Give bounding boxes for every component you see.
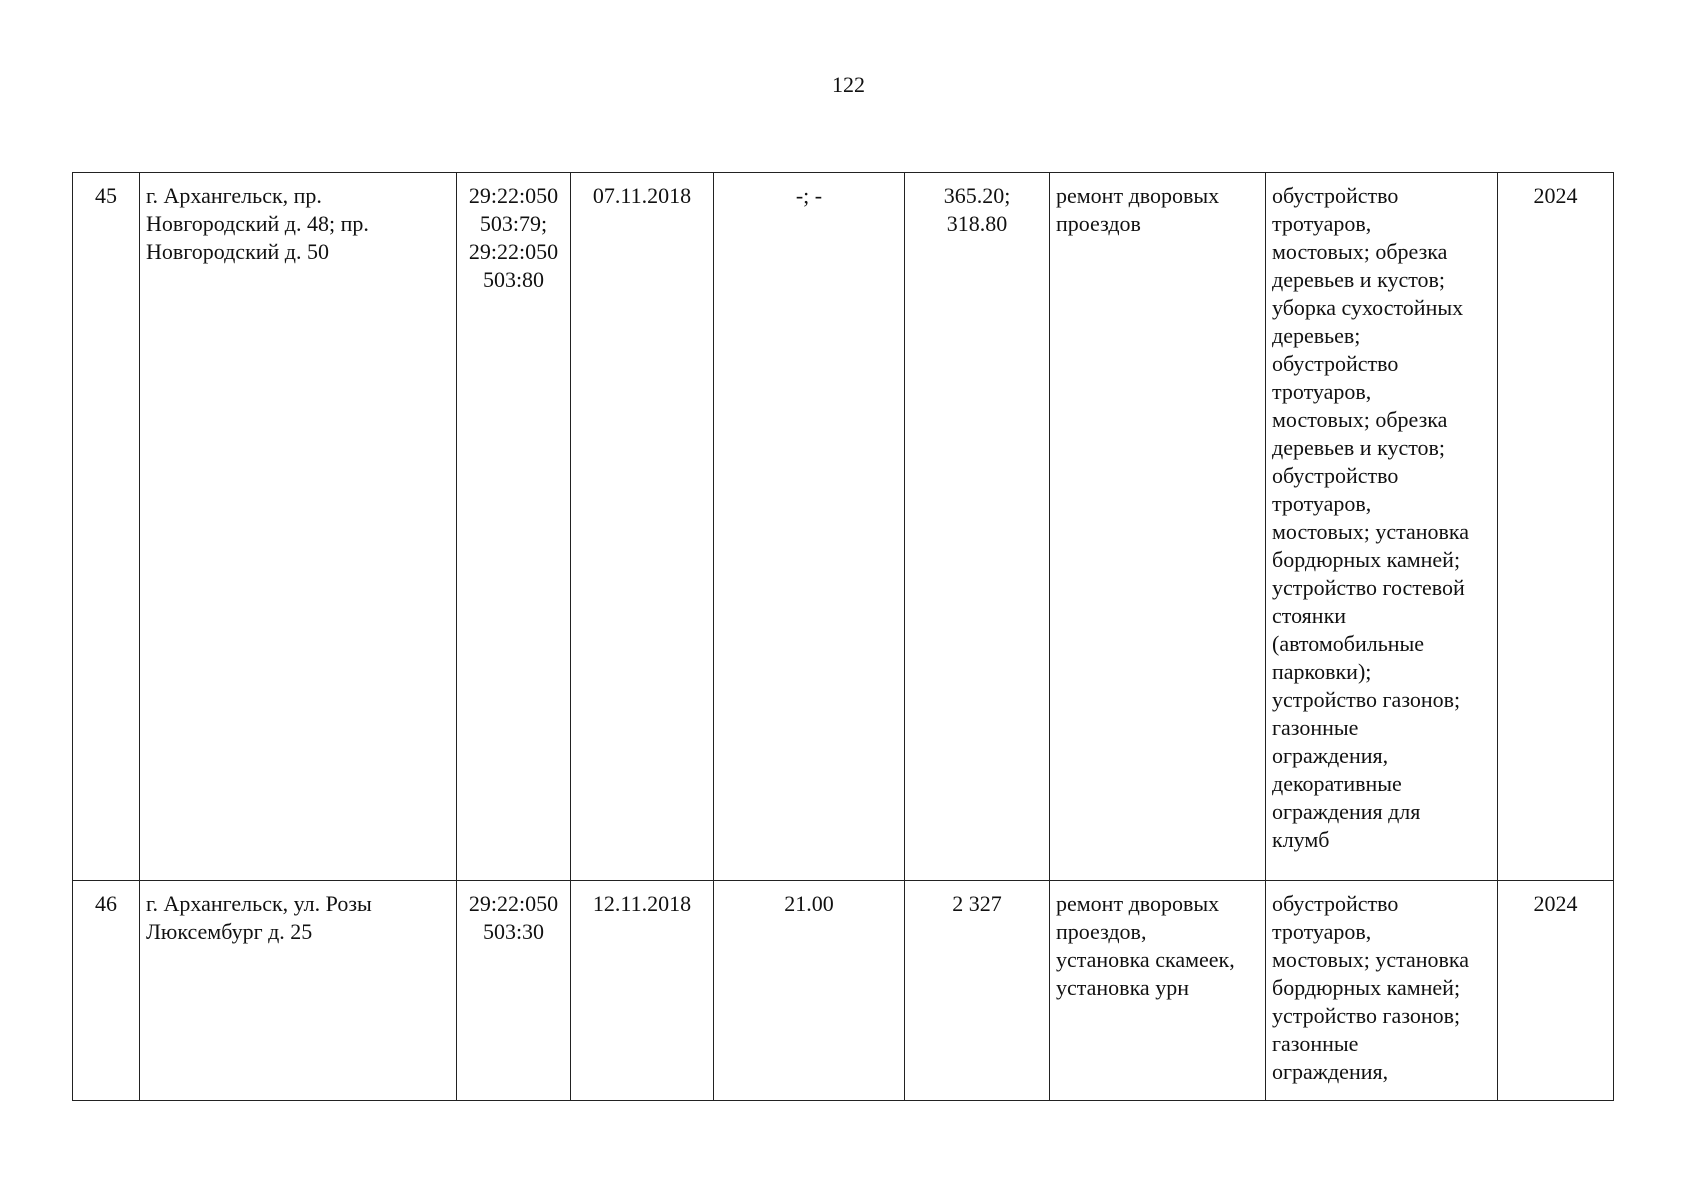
table-row bbox=[73, 173, 1614, 881]
cadastral-line: 503:80 bbox=[482, 267, 545, 292]
works-extra-line: мостовых; обрезка bbox=[1272, 407, 1448, 432]
works-extra-line: газонные bbox=[1272, 715, 1359, 740]
value-a: 21.00 bbox=[784, 891, 834, 916]
address-line: Новгородский д. 48; пр. bbox=[146, 211, 369, 236]
works-min-line: ремонт дворовых bbox=[1056, 891, 1220, 916]
works-min-cell bbox=[1050, 173, 1266, 881]
works-extra-line: тротуаров, bbox=[1272, 491, 1372, 516]
date-cell bbox=[571, 173, 714, 881]
works-extra-line: клумб bbox=[1272, 827, 1330, 852]
works-extra-line: тротуаров, bbox=[1272, 211, 1372, 236]
works-extra-line: обустройство bbox=[1272, 351, 1399, 376]
works-min-line: ремонт дворовых bbox=[1056, 183, 1220, 208]
year-cell bbox=[1498, 881, 1614, 1101]
cadastral-line: 29:22:050 bbox=[468, 239, 559, 264]
value-a: -; - bbox=[795, 183, 823, 208]
year-value: 2024 bbox=[1533, 891, 1578, 916]
year-value: 2024 bbox=[1533, 183, 1578, 208]
address-line: г. Архангельск, ул. Розы bbox=[146, 891, 372, 916]
cadastral-cell bbox=[457, 173, 571, 881]
address-line: г. Архангельск, пр. bbox=[146, 183, 322, 208]
works-extra-line: мостовых; обрезка bbox=[1272, 239, 1448, 264]
row-number: 46 bbox=[95, 891, 117, 916]
works-min-line: установка урн bbox=[1056, 975, 1189, 1000]
works-extra-line: мостовых; установка bbox=[1272, 519, 1470, 544]
cadastral-line: 503:79; bbox=[479, 211, 548, 236]
date-value: 12.11.2018 bbox=[592, 891, 692, 916]
address-cell bbox=[140, 173, 457, 881]
value-b-line: 318.80 bbox=[946, 211, 1008, 236]
works-extra-line: деревьев и кустов; bbox=[1272, 435, 1446, 460]
works-extra-line: устройство гостевой bbox=[1272, 575, 1465, 600]
works-extra-cell bbox=[1266, 881, 1498, 1101]
works-extra-line: ограждения, bbox=[1272, 1059, 1389, 1084]
value-a-cell bbox=[714, 881, 905, 1101]
works-extra-line: устройство газонов; bbox=[1272, 1003, 1461, 1028]
works-extra-line: ограждения для bbox=[1272, 799, 1421, 824]
address-line: Люксембург д. 25 bbox=[146, 919, 313, 944]
row-number: 45 bbox=[95, 183, 117, 208]
address-line: Новгородский д. 50 bbox=[146, 239, 330, 264]
value-b-cell bbox=[905, 173, 1050, 881]
works-extra-line: (автомобильные bbox=[1272, 631, 1425, 656]
works-extra-line: обустройство bbox=[1272, 183, 1399, 208]
works-extra-line: стоянки bbox=[1272, 603, 1347, 628]
value-a-cell bbox=[714, 173, 905, 881]
value-b-line: 365.20; bbox=[943, 183, 1011, 208]
cadastral-line: 29:22:050 bbox=[468, 183, 559, 208]
works-extra-line: мостовых; установка bbox=[1272, 947, 1470, 972]
works-extra-line: тротуаров, bbox=[1272, 919, 1372, 944]
works-extra-line: газонные bbox=[1272, 1031, 1359, 1056]
works-extra-line: уборка сухостойных bbox=[1272, 295, 1464, 320]
works-min-line: проездов bbox=[1056, 211, 1141, 236]
cadastral-cell bbox=[457, 881, 571, 1101]
value-b-line: 2 327 bbox=[952, 891, 1002, 916]
works-extra-line: устройство газонов; bbox=[1272, 687, 1461, 712]
works-extra-line: обустройство bbox=[1272, 463, 1399, 488]
registry-table bbox=[72, 172, 1614, 1101]
page-number: 122 bbox=[832, 72, 865, 97]
works-extra-line: бордюрных камней; bbox=[1272, 547, 1461, 572]
table-row bbox=[73, 881, 1614, 1101]
works-extra-line: ограждения, bbox=[1272, 743, 1389, 768]
row-number-cell bbox=[73, 881, 140, 1101]
cadastral-line: 503:30 bbox=[482, 919, 545, 944]
works-min-cell bbox=[1050, 881, 1266, 1101]
works-extra-line: бордюрных камней; bbox=[1272, 975, 1461, 1000]
works-extra-line: деревьев и кустов; bbox=[1272, 267, 1446, 292]
works-min-line: установка скамеек, bbox=[1056, 947, 1235, 972]
works-extra-line: парковки); bbox=[1272, 659, 1372, 684]
date-cell bbox=[571, 881, 714, 1101]
cadastral-line: 29:22:050 bbox=[468, 891, 559, 916]
works-extra-line: деревьев; bbox=[1272, 323, 1361, 348]
works-min-line: проездов, bbox=[1056, 919, 1147, 944]
year-cell bbox=[1498, 173, 1614, 881]
works-extra-line: обустройство bbox=[1272, 891, 1399, 916]
value-b-cell bbox=[905, 881, 1050, 1101]
address-cell bbox=[140, 881, 457, 1101]
works-extra-line: декоративные bbox=[1272, 771, 1402, 796]
works-extra-line: тротуаров, bbox=[1272, 379, 1372, 404]
date-value: 07.11.2018 bbox=[592, 183, 692, 208]
works-extra-cell bbox=[1266, 173, 1498, 881]
row-number-cell bbox=[73, 173, 140, 881]
